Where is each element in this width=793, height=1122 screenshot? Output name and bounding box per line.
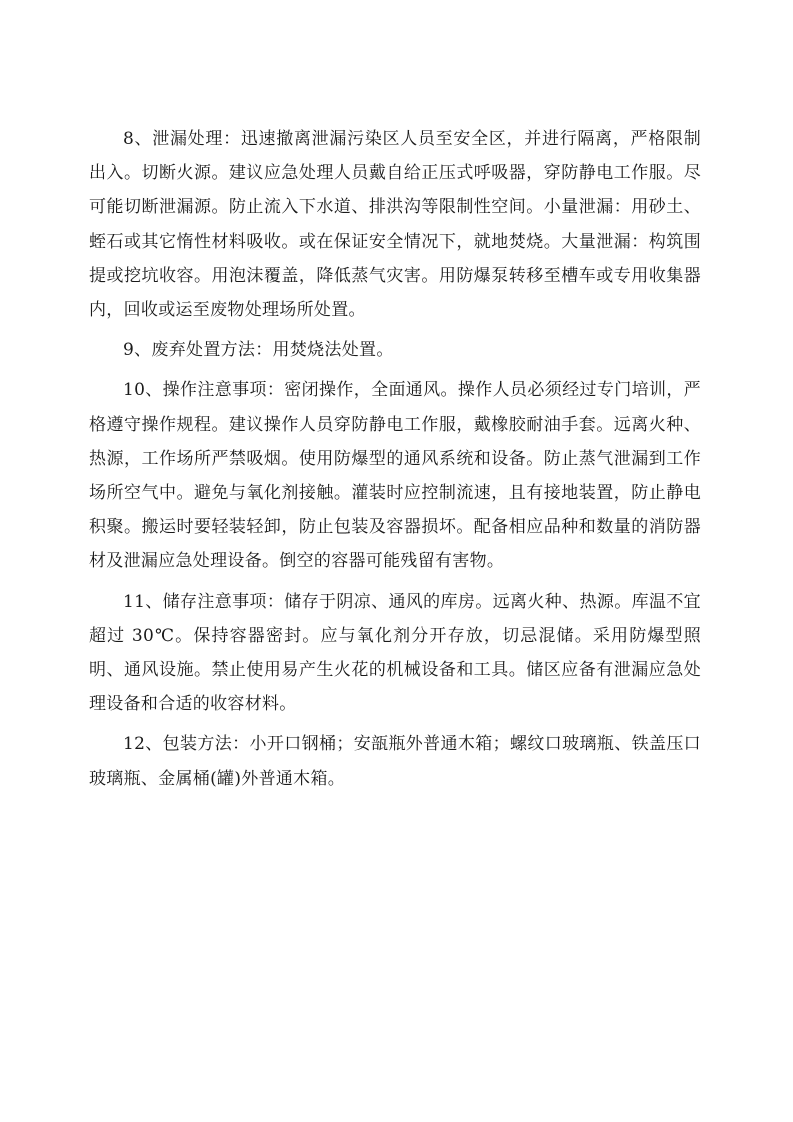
paragraph-leak-handling: 8、泄漏处理：迅速撤离泄漏污染区人员至安全区，并进行隔离，严格限制出入。切断火源。建议应急处理人员戴自给正压式呼吸器，穿防静电工作服。尽可能切断泄漏源。防止流入下水道、排洪沟等限制性空间。小量泄漏：用砂土、蛭石或其它惰性材料吸收。或在保证安全情况下，就地焚烧。大量泄漏：构筑围提或挖坑收容。用泡沫覆盖，降低蒸气灾害。用防爆泵转移至槽车或专用收集器内，回收或运至废物处理场所处置。 xyxy=(89,129,701,321)
document-body xyxy=(89,122,701,802)
paragraph-disposal-method: 9、废弃处置方法：用焚烧法处置。 xyxy=(123,340,394,361)
paragraph-operation-notes: 10、操作注意事项：密闭操作，全面通风。操作人员必须经过专门培训，严格遵守操作规程。建议操作人员穿防静电工作服，戴橡胶耐油手套。远离火种、热源，工作场所严禁吸烟。使用防爆型的通风系统和设备。防止蒸气泄漏到工作场所空气中。避免与氧化剂接触。灌装时应控制流速，且有接地装置，防止静电积聚。搬运时要轻装轻卸，防止包装及容器损坏。配备相应品种和数量的消防器材及泄漏应急处理设备。倒空的容器可能残留有害物。 xyxy=(89,380,701,572)
paragraph-storage-notes: 11、储存注意事项：储存于阴凉、通风的库房。远离火种、热源。库温不宜超过 30℃。保持容器密封。应与氧化剂分开存放，切忌混储。采用防爆型照明、通风设施。禁止使用易产生火花的机械设备和工具。储区应备有泄漏应急处理设备和合适的收容材料。 xyxy=(89,591,701,715)
paragraph-packaging-method: 12、包装方法：小开口钢桶；安瓿瓶外普通木箱；螺纹口玻璃瓶、铁盖压口玻璃瓶、金属桶(罐)外普通木箱。 xyxy=(89,734,701,789)
